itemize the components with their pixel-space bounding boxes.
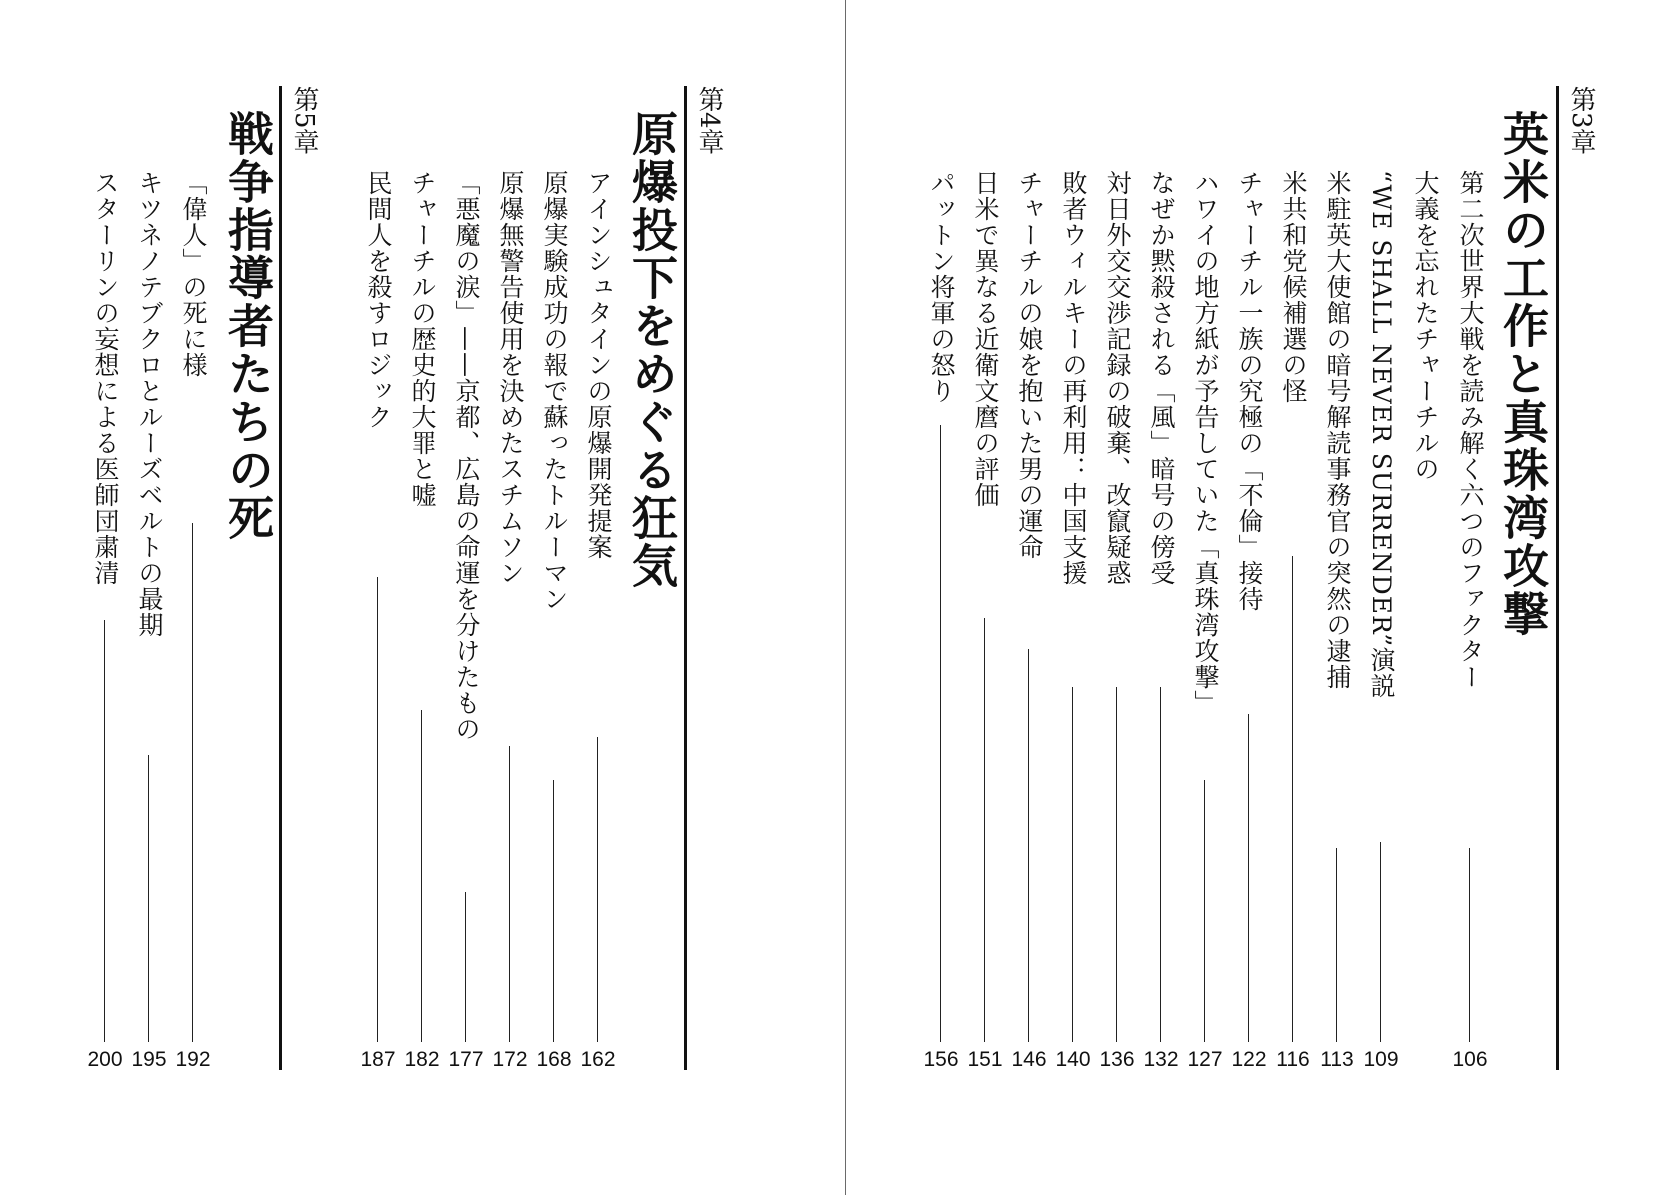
chapter-4-rule: [684, 86, 687, 1070]
chapter-4-label: 第4章: [694, 86, 724, 155]
leader-line: [1248, 714, 1249, 1042]
page-number: 106: [1452, 1048, 1488, 1071]
toc-entry[interactable]: [1185, 170, 1225, 1075]
page-number: 116: [1276, 1048, 1310, 1071]
chapter-3-title: 英米の工作と真珠湾攻撃: [1496, 110, 1550, 638]
chapter-5-title: 戦争指導者たちの死: [221, 110, 275, 542]
leader-line: [377, 577, 378, 1042]
page-number: 187: [360, 1048, 396, 1071]
entry-text: ハワイの地方紙が予告していた「真珠湾攻撃」: [1191, 170, 1220, 716]
page-number: 172: [492, 1048, 528, 1071]
toc-entry[interactable]: [490, 170, 530, 1075]
toc-entry[interactable]: [578, 170, 618, 1075]
toc-entry[interactable]: [1009, 170, 1049, 1075]
toc-entry[interactable]: [1450, 170, 1490, 1075]
toc-entry[interactable]: [446, 170, 486, 1075]
chapter-3-label: 第3章: [1566, 86, 1596, 155]
entry-text: 米駐英大使館の暗号解読事務官の突然の逮捕: [1323, 170, 1352, 690]
leader-line: [1072, 687, 1073, 1042]
entry-text: なぜか黙殺される「風」暗号の傍受: [1147, 170, 1176, 586]
entry-text: 原爆実験成功の報で蘇ったトルーマン: [540, 170, 569, 612]
entry-text: 大義を忘れたチャーチルの: [1411, 170, 1440, 482]
entry-text: “WE SHALL NEVER SURRENDER”演説: [1367, 170, 1396, 700]
toc-entry[interactable]: [534, 170, 574, 1075]
toc-entry[interactable]: [358, 170, 398, 1075]
chapter-5-rule: [279, 86, 282, 1070]
page-number: 195: [131, 1048, 167, 1071]
toc-entry[interactable]: [1273, 170, 1313, 1075]
leader-line: [104, 620, 105, 1042]
toc-entry[interactable]: [965, 170, 1005, 1075]
entry-text: チャーチル一族の究極の「不倫」接待: [1235, 170, 1264, 612]
toc-entry-line-1[interactable]: [1405, 170, 1445, 1075]
entry-text: 敗者ウィルキーの再利用：中国支援: [1059, 170, 1088, 586]
toc-entry[interactable]: [1141, 170, 1181, 1075]
toc-entry[interactable]: [173, 170, 213, 1075]
leader-line: [148, 755, 149, 1042]
page-number: 140: [1055, 1048, 1091, 1071]
entry-text: 対日外交交渉記録の破棄、改竄疑惑: [1103, 170, 1132, 586]
entry-text: 米共和党候補選の怪: [1279, 170, 1308, 404]
leader-line: [1028, 649, 1029, 1042]
leader-line: [192, 523, 193, 1042]
toc-entry-line-2[interactable]: [1361, 170, 1401, 1075]
page-number: 113: [1320, 1048, 1354, 1071]
leader-line: [509, 746, 510, 1042]
page-number: 132: [1143, 1048, 1179, 1071]
page-number: 136: [1099, 1048, 1135, 1071]
page-number: 200: [87, 1048, 123, 1071]
toc-entry[interactable]: [129, 170, 169, 1075]
entry-text: 「悪魔の涙」——京都、広島の命運を分けたもの: [452, 170, 481, 742]
entry-text: チャーチルの娘を抱いた男の運命: [1015, 170, 1044, 560]
spread-divider: [845, 0, 846, 1195]
entry-text: チャーチルの歴史的大罪と嘘: [408, 170, 437, 508]
page-number: 109: [1363, 1048, 1399, 1071]
leader-line: [1469, 848, 1470, 1042]
leader-line: [1336, 848, 1337, 1042]
toc-entry[interactable]: [85, 170, 125, 1075]
entry-text: 民間人を殺すロジック: [364, 170, 393, 430]
page-number: 168: [536, 1048, 572, 1071]
page-number: 122: [1231, 1048, 1267, 1071]
entry-text: パットン将軍の怒り: [927, 170, 956, 404]
leader-line: [1380, 842, 1381, 1042]
leader-line: [984, 618, 985, 1042]
leader-line: [465, 892, 466, 1042]
toc-entry[interactable]: [402, 170, 442, 1075]
page-number: 127: [1187, 1048, 1223, 1071]
leader-line: [1116, 687, 1117, 1042]
entry-text: 「偉人」の死に様: [179, 170, 208, 378]
leader-line: [553, 780, 554, 1042]
page-number: 182: [404, 1048, 440, 1071]
entry-text: 第二次世界大戦を読み解く六つのファクター: [1456, 170, 1485, 690]
entry-text: アインシュタインの原爆開発提案: [584, 170, 613, 560]
page-number: 162: [580, 1048, 616, 1071]
toc-entry[interactable]: [1229, 170, 1269, 1075]
chapter-4-title: 原爆投下をめぐる狂気: [625, 110, 679, 590]
entry-text: スターリンの妄想による医師団粛清: [91, 170, 120, 586]
page-number: 177: [448, 1048, 484, 1071]
page-number: 192: [175, 1048, 211, 1071]
leader-line: [1204, 780, 1205, 1042]
toc-entry[interactable]: [1053, 170, 1093, 1075]
toc-entry[interactable]: [1097, 170, 1137, 1075]
leader-line: [597, 737, 598, 1042]
chapter-5-label: 第5章: [289, 86, 319, 155]
page-number: 151: [967, 1048, 1003, 1071]
leader-line: [940, 425, 941, 1042]
chapter-3-rule: [1556, 86, 1559, 1070]
leader-line: [1292, 556, 1293, 1042]
page-number: 156: [923, 1048, 959, 1071]
entry-text: 原爆無警告使用を決めたスチムソン: [496, 170, 525, 586]
page-number: 146: [1011, 1048, 1047, 1071]
leader-line: [421, 710, 422, 1042]
entry-text: 日米で異なる近衛文麿の評価: [971, 170, 1000, 508]
entry-text: キツネノテブクロとルーズベルトの最期: [135, 170, 164, 638]
toc-entry[interactable]: [1317, 170, 1357, 1075]
leader-line: [1160, 687, 1161, 1042]
toc-entry[interactable]: [921, 170, 961, 1075]
